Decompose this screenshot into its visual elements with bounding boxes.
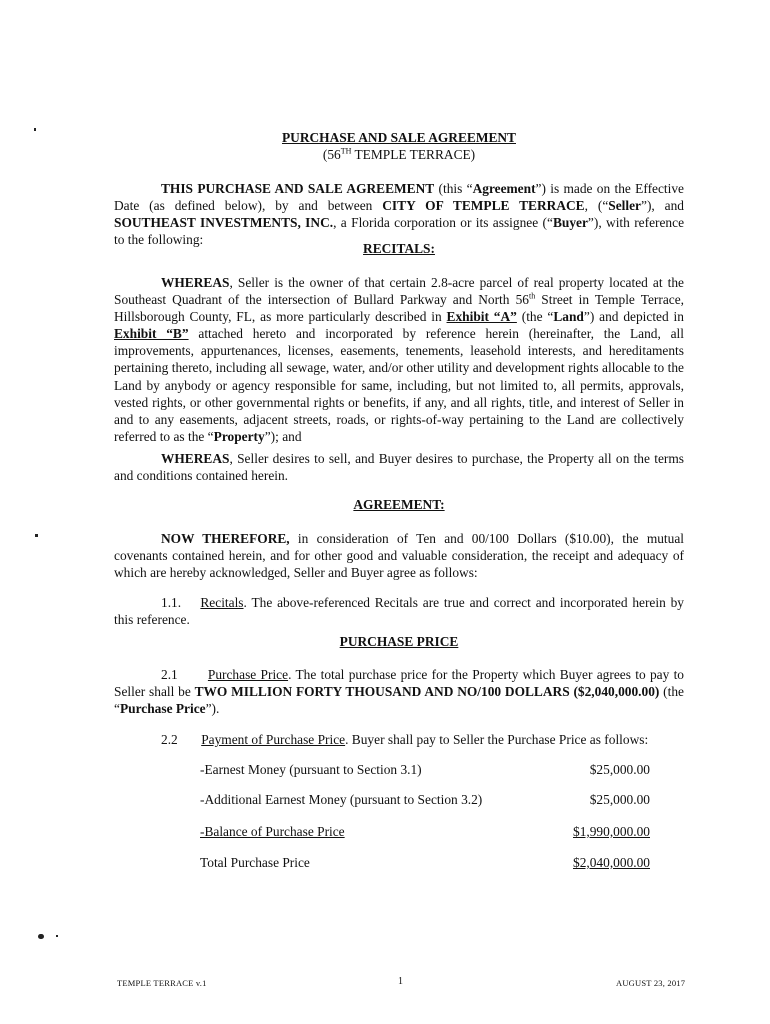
footer-page-number: 1 bbox=[398, 976, 404, 987]
section-2-2: 2.2 Payment of Purchase Price. Buyer shall pay to Seller the Purchase Price as follows: bbox=[161, 732, 649, 747]
scan-speck bbox=[34, 128, 36, 131]
agreement-paragraph: NOW THEREFORE, in consideration of Ten and 00/100 Dollars ($10.00), the mutual covenants contained herein, and for other good and valuable consideration, the receipt and adequacy of which are hereby acknowledged, Seller and Buyer agree as follows: bbox=[114, 531, 685, 581]
section-1-1: 1.1. Recitals. The above-referenced Recitals are true and correct and incorporated herein by this reference. bbox=[114, 595, 685, 628]
footer-date: AUGUST 23, 2017 bbox=[616, 978, 686, 988]
document-subtitle: (56TH TEMPLE TERRACE) bbox=[322, 146, 476, 162]
purchase-price-heading: PURCHASE PRICE bbox=[339, 634, 459, 649]
payment-label: -Additional Earnest Money (pursuant to Section 3.2) bbox=[200, 792, 483, 807]
scan-speck bbox=[56, 935, 58, 937]
payment-label: -Balance of Purchase Price bbox=[200, 824, 345, 839]
footer-document-id: TEMPLE TERRACE v.1 bbox=[117, 978, 207, 988]
payment-amount: $2,040,000.00 bbox=[573, 855, 650, 870]
recital-paragraph-2: WHEREAS, Seller desires to sell, and Buyer desires to purchase, the Property all on the terms and conditions contained herein. bbox=[114, 451, 684, 484]
payment-row-additional-earnest-money bbox=[200, 792, 650, 810]
payment-label: -Earnest Money (pursuant to Section 3.1) bbox=[200, 762, 422, 777]
payment-label: Total Purchase Price bbox=[200, 855, 310, 870]
payment-amount: $25,000.00 bbox=[589, 762, 650, 777]
intro-paragraph: THIS PURCHASE AND SALE AGREEMENT (this “Agreement”) is made on the Effective Date (as defined below), by and between CITY OF TEMPLE TERRACE, (“Seller”), and SOUTHEAST INVESTMENTS, INC., a Florida corporation or its assignee (“Buyer”), with reference to the following: bbox=[114, 181, 685, 248]
payment-row-total bbox=[200, 855, 650, 873]
payment-row-earnest-money bbox=[200, 762, 650, 780]
recitals-heading: RECITALS: bbox=[363, 241, 435, 256]
document-title: PURCHASE AND SALE AGREEMENT bbox=[281, 130, 516, 145]
scan-speck bbox=[38, 934, 44, 939]
payment-amount: $1,990,000.00 bbox=[573, 824, 650, 839]
agreement-heading: AGREEMENT: bbox=[353, 497, 445, 512]
section-2-1: 2.1 Purchase Price. The total purchase price for the Property which Buyer agrees to pay to Seller shall be TWO MILLION FORTY THOUSAND AND NO/100 DOLLARS ($2,040,000.00) (the “Purchase Price”). bbox=[114, 667, 685, 717]
recital-paragraph-1: WHEREAS, Seller is the owner of that certain 2.8-acre parcel of real property located at the Southeast Quadrant of the intersection of Bullard Parkway and North 56th Street in Temple Terrace, Hillsborough County, FL, as more particularly described in Exhibit “A” (the “Land”) and depicted in Exhibit “B” attached hereto and incorporated by reference herein (hereinafter, the Land, all improvements, appurtenances, licenses, easements, tenements, leasehold interests, and hereditaments pertaining thereto, including all sewage, water, and/or other utility and development rights allocable to the Land by anybody or agency responsible for same, including, but not limited to, all permits, approvals, vested rights, or other governmental rights or benefits, if any, and all rights, title, and interest of Seller in and to any easements, adjacent streets, roads, or rights-of-way pertaining to the Land are collectively referred to as the “Property”); and bbox=[114, 275, 684, 444]
payment-row-balance bbox=[200, 824, 650, 842]
payment-amount: $25,000.00 bbox=[589, 792, 650, 807]
scan-speck bbox=[35, 534, 38, 537]
